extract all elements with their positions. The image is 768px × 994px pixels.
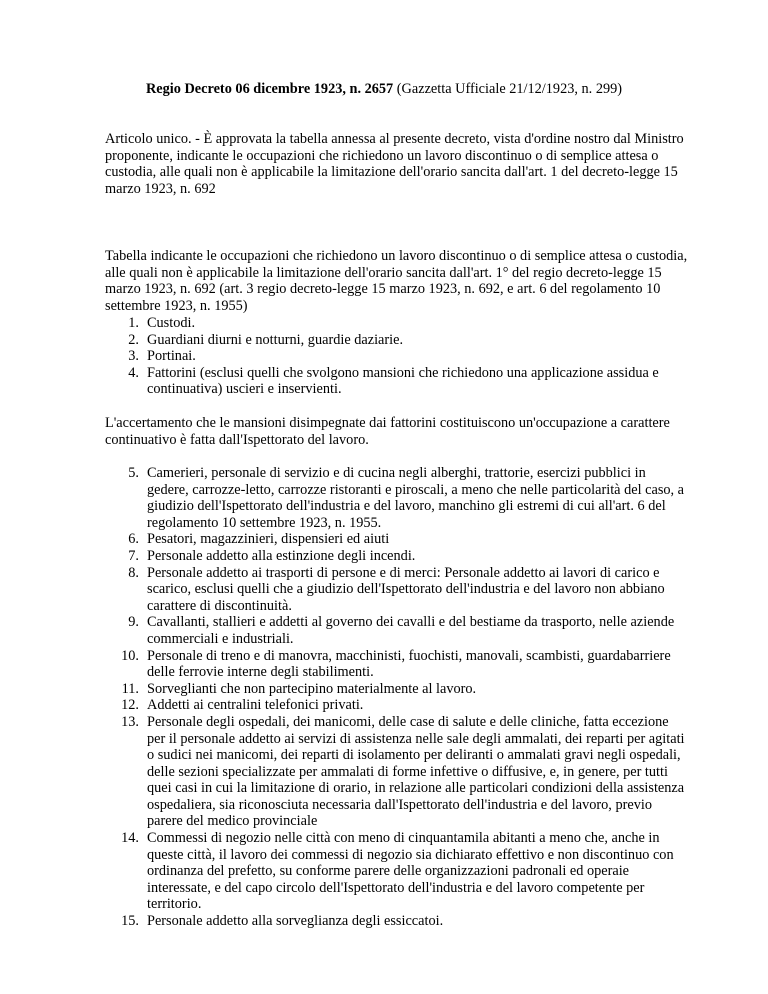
- articolo-unico: Articolo unico. - È approvata la tabella annessa al presente decreto, vista d'ordine nostro dal Ministro proponente, indicante le occupazioni che richiedono un lavoro discontinuo o di semplice attesa o custodia, alle quali non è applicabile la limitazione dell'orario sancita dall'art. 1 del decreto-legge 15 marzo 1923, n. 692: [105, 131, 684, 197]
- list-item: [105, 565, 690, 615]
- list-item-text: Portinai.: [147, 348, 196, 365]
- list-item-number: 1.: [128, 315, 139, 331]
- list-item-text: Addetti ai centralini telefonici privati.: [147, 697, 364, 714]
- list-item: [105, 548, 690, 565]
- list-item-number: 3.: [128, 348, 139, 365]
- list-item-number: 10.: [121, 647, 139, 664]
- list-item: [105, 648, 690, 681]
- list-item-number: 11.: [121, 680, 139, 697]
- list-item-text: Guardiani diurni e notturni, guardie daziarie.: [147, 331, 404, 348]
- list-item-number: 15.: [121, 913, 139, 930]
- list-item: [105, 614, 690, 647]
- list-item-text: Personale addetto alla estinzione degli incendi.: [147, 547, 416, 564]
- list-item-number: 9.: [128, 614, 139, 631]
- list-item-text: Camerieri, personale di servizio e di cucina negli alberghi, trattorie, esercizi pubblici in gedere, carrozze-letto, carrozze ristoranti e piroscali, a meno che nelle particolarità del caso, a giudizio dell'Ispettorato dell'industria e del lavoro, manchino gli estremi di cui all'art. 6 del regolamento 10 settembre 1923, n. 1955.: [147, 465, 685, 531]
- list-item: [105, 681, 690, 698]
- list-item-text: Personale addetto ai trasporti di persone e di merci: Personale addetto ai lavori di carico e scarico, esclusi quelli che a giudizio dell'Ispettorato dell'industria e del lavoro non abbiano carattere di discontinuità.: [147, 564, 665, 614]
- list-item-text: Personale addetto alla sorveglianza degli essiccatoi.: [147, 913, 444, 930]
- title-decree: Regio Decreto 06 dicembre 1923, n. 2657: [145, 81, 394, 97]
- list-item: [105, 913, 690, 930]
- list-item-text: Cavallanti, stallieri e addetti al governo dei cavalli e del bestiame da trasporto, nelle aziende commerciali e industriali.: [147, 614, 675, 647]
- tabella-intro: Tabella indicante le occupazioni che richiedono un lavoro discontinuo o di semplice attesa o custodia, alle quali non è applicabile la limitazione dell'orario sancita dall'art. 1° del regio decreto-legge 15 marzo 1923, n. 692 (art. 3 regio decreto-legge 15 marzo 1923, n. 692, e art. 6 del regolamento 10 settembre 1923, n. 1955): [105, 248, 688, 314]
- list-item-text: Fattorini (esclusi quelli che svolgono mansioni che richiedono una applicazione assidua e continuativa) uscieri e inservienti.: [147, 364, 659, 398]
- list-item-number: 6.: [128, 531, 139, 548]
- list-item: [105, 697, 690, 714]
- list-item: [105, 348, 690, 365]
- list-item-text: Commessi di negozio nelle città con meno di cinquantamila abitanti a meno che, anche in queste città, il lavoro dei commessi di negozio sia dichiarato effettivo e non discontinuo con ordinanza del prefetto, su conforme parere delle organizzazioni padronali ed operaie interessate, e del capo circolo dell'Ispettorato dell'industria e del lavoro competente per territorio.: [147, 830, 674, 913]
- list-item: [105, 465, 690, 531]
- list-item-text: Pesatori, magazzinieri, dispensieri ed aiuti: [147, 531, 390, 548]
- list-item-number: 2.: [128, 331, 139, 348]
- occupations-list-2: [105, 465, 690, 930]
- list-item-number: 14.: [121, 830, 139, 847]
- list-item-number: 8.: [128, 564, 139, 581]
- list-item: [105, 365, 690, 398]
- list-item-number: 5.: [128, 465, 139, 481]
- accertamento-note: L'accertamento che le mansioni disimpegnate dai fattorini costituiscono un'occupazione a carattere continuativo è fatta dall'Ispettorato del lavoro.: [105, 415, 670, 448]
- list-item-number: 4.: [128, 364, 139, 381]
- list-item: [105, 531, 690, 548]
- occupations-list-1: [105, 315, 690, 398]
- list-item-text: Sorveglianti che non partecipino materialmente al lavoro.: [147, 680, 477, 697]
- list-item: [105, 830, 690, 913]
- list-item-number: 12.: [121, 697, 139, 714]
- list-item-text: Personale degli ospedali, dei manicomi, delle case di salute e delle cliniche, fatta eccezione per il personale addetto ai servizi di assistenza nelle sale degli ammalati, dei reparti per agitati o sudici nei manicomi, dei reparti di isolamento per deliranti o ammalati gravi negli ospedali, delle sezioni specializzate per ammalati di forme infettive o diffusive, e, in genere, per tutti quei casi in cui la limitazione di orario, in relazione alle particolari condizioni della assistenza ospedaliera, sia riconosciuta necessaria dall'Ispettorato dell'industria e del lavoro, previo parere del medico provinciale: [147, 713, 685, 830]
- list-item-text: Custodi.: [147, 315, 196, 331]
- list-item-text: Personale di treno e di manovra, macchinisti, fuochisti, manovali, scambisti, guardabarriere delle ferrovie interne degli stabilimenti.: [147, 647, 671, 681]
- list-item: [105, 315, 690, 332]
- title-gazette: (Gazzetta Ufficiale 21/12/1923, n. 299): [393, 81, 623, 97]
- list-item: [105, 714, 690, 830]
- list-item: [105, 332, 690, 349]
- list-item-number: 7.: [128, 547, 139, 564]
- list-item-number: 13.: [121, 713, 139, 730]
- document-title: [0, 81, 768, 98]
